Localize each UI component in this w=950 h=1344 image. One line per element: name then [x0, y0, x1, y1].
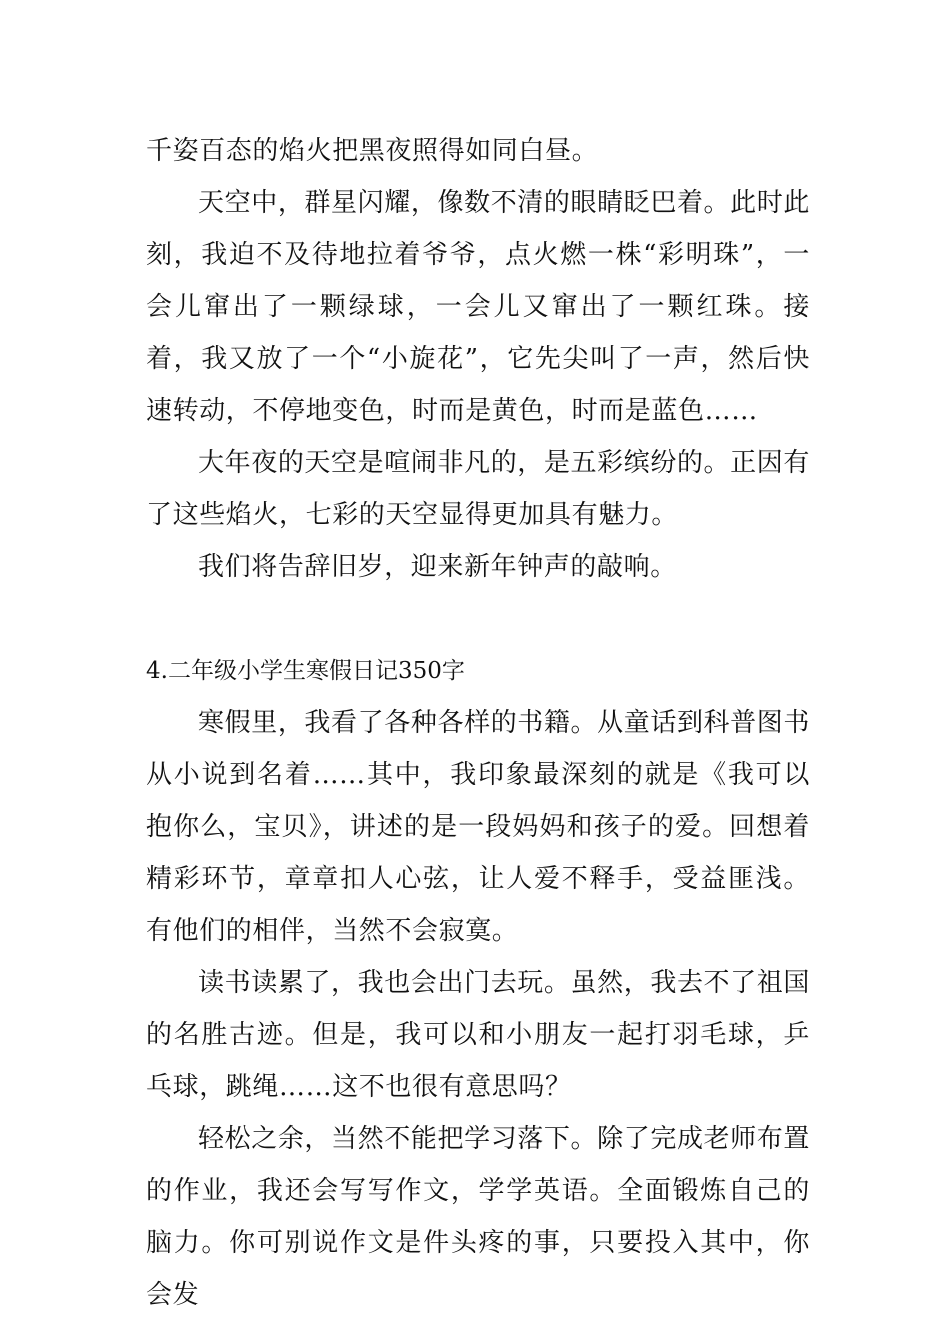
paragraph: 千姿百态的焰火把黑夜照得如同白昼。: [146, 136, 599, 166]
paragraph: 大年夜的天空是喧闹非凡的，是五彩缤纷的。正因有了这些焰火，七彩的天空显得更加具有魅力。: [146, 448, 810, 530]
paragraph: 寒假里，我看了各种各样的书籍。从童话到科普图书从小说到名着……其中，我印象最深刻的就是《我可以抱你么，宝贝》，讲述的是一段妈妈和孩子的爱。回想着精彩环节，章章扣人心弦，让人爱不释手，受益匪浅。有他们的相伴，当然不会寂寞。: [146, 708, 810, 946]
paragraph: 天空中，群星闪耀，像数不清的眼睛眨巴着。此时此刻，我迫不及待地拉着爷爷，点火燃一株“彩明珠”，一会儿窜出了一颗绿球，一会儿又窜出了一颗红珠。接着，我又放了一个“小旋花”，它先尖叫了一声，然后快速转动，不停地变色，时而是黄色，时而是蓝色……: [146, 188, 810, 426]
section-heading: 4.二年级小学生寒假日记350字: [146, 658, 465, 684]
blank-line: [146, 593, 810, 645]
document-page: [146, 125, 810, 1321]
paragraph: 我们将告辞旧岁，迎来新年钟声的敲响。: [198, 552, 677, 582]
paragraph: 读书读累了，我也会出门去玩。虽然，我去不了祖国的名胜古迹。但是，我可以和小朋友一起打羽毛球，乒乓球，跳绳……这不也很有意思吗？: [146, 968, 810, 1102]
paragraph: 轻松之余，当然不能把学习落下。除了完成老师布置的作业，我还会写写作文，学学英语。全面锻炼自己的脑力。你可别说作文是件头疼的事，只要投入其中，你会发: [146, 1124, 810, 1310]
